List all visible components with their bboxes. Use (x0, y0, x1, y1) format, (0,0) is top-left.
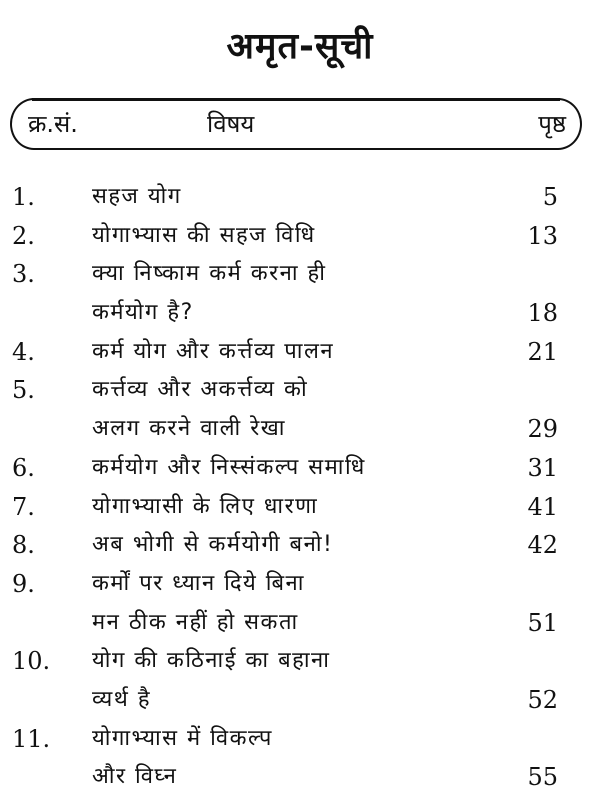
entry-title: योगाभ्यास में विकल्प (92, 725, 273, 751)
entry-page-number: 52 (527, 685, 558, 714)
entry-page-number: 5 (542, 183, 558, 211)
entry-page-number: 42 (527, 531, 558, 560)
entry-title: कर्म योग और कर्त्तव्य पालन (92, 338, 335, 364)
contents-row (0, 255, 600, 294)
entry-number: 6. (12, 453, 35, 482)
entry-page-number: 21 (527, 337, 558, 366)
entry-page-number: 31 (527, 453, 558, 482)
entry-title: योगाभ्यासी के लिए धारणा (92, 493, 319, 519)
entry-title: कर्मयोग है? (92, 300, 194, 326)
contents-list (0, 178, 600, 797)
entry-title: मन ठीक नहीं हो सकता (92, 609, 299, 635)
page-title: अमृत-सूची (226, 26, 374, 67)
entry-number: 8. (12, 531, 35, 560)
contents-row (0, 371, 600, 410)
entry-page-number: 13 (527, 221, 558, 250)
entry-title: सहज योग (92, 184, 182, 209)
entry-title: कर्त्तव्य और अकर्त्तव्य को (92, 377, 309, 403)
header-serial-label: क्र.सं. (28, 110, 78, 138)
contents-row (0, 488, 600, 527)
entry-number: 7. (12, 492, 35, 521)
entry-number: 2. (12, 221, 35, 250)
contents-row (0, 410, 600, 449)
contents-row (0, 604, 600, 643)
contents-row (0, 294, 600, 333)
table-header (10, 98, 582, 150)
entry-number: 1. (12, 183, 35, 211)
entry-number: 9. (12, 569, 35, 598)
contents-row (0, 333, 600, 372)
entry-page-number: 18 (527, 299, 558, 328)
contents-row (0, 565, 600, 604)
entry-title: व्यर्थ है (92, 686, 152, 712)
contents-row (0, 720, 600, 759)
entry-title: कर्मों पर ध्यान दिये बिना (92, 570, 305, 596)
contents-row (0, 449, 600, 488)
contents-row (0, 758, 600, 797)
header-page-label: पृष्ठ (538, 110, 566, 138)
entry-title: और विघ्न (92, 764, 178, 790)
entry-title: अब भोगी से कर्मयोगी बनो! (92, 532, 334, 558)
contents-row (0, 681, 600, 720)
entry-number: 3. (12, 260, 35, 289)
contents-row (0, 178, 600, 217)
entry-title: कर्मयोग और निस्संकल्प समाधि (92, 454, 366, 480)
entry-title: क्या निष्काम कर्म करना ही (92, 261, 327, 287)
contents-row (0, 217, 600, 256)
entry-page-number: 29 (527, 415, 558, 444)
entry-number: 4. (12, 337, 35, 366)
entry-number: 10. (12, 647, 51, 676)
entry-title: योगाभ्यास की सहज विधि (92, 222, 316, 248)
entry-number: 5. (12, 376, 35, 405)
entry-page-number: 51 (527, 608, 558, 637)
contents-row (0, 526, 600, 565)
entry-title: योग की कठिनाई का बहाना (92, 648, 331, 674)
entry-number: 11. (12, 724, 51, 753)
entry-page-number: 41 (527, 492, 558, 521)
header-subject-label: विषय (207, 110, 255, 138)
entry-page-number: 55 (527, 763, 558, 792)
contents-row (0, 642, 600, 681)
entry-title: अलग करने वाली रेखा (92, 416, 286, 442)
